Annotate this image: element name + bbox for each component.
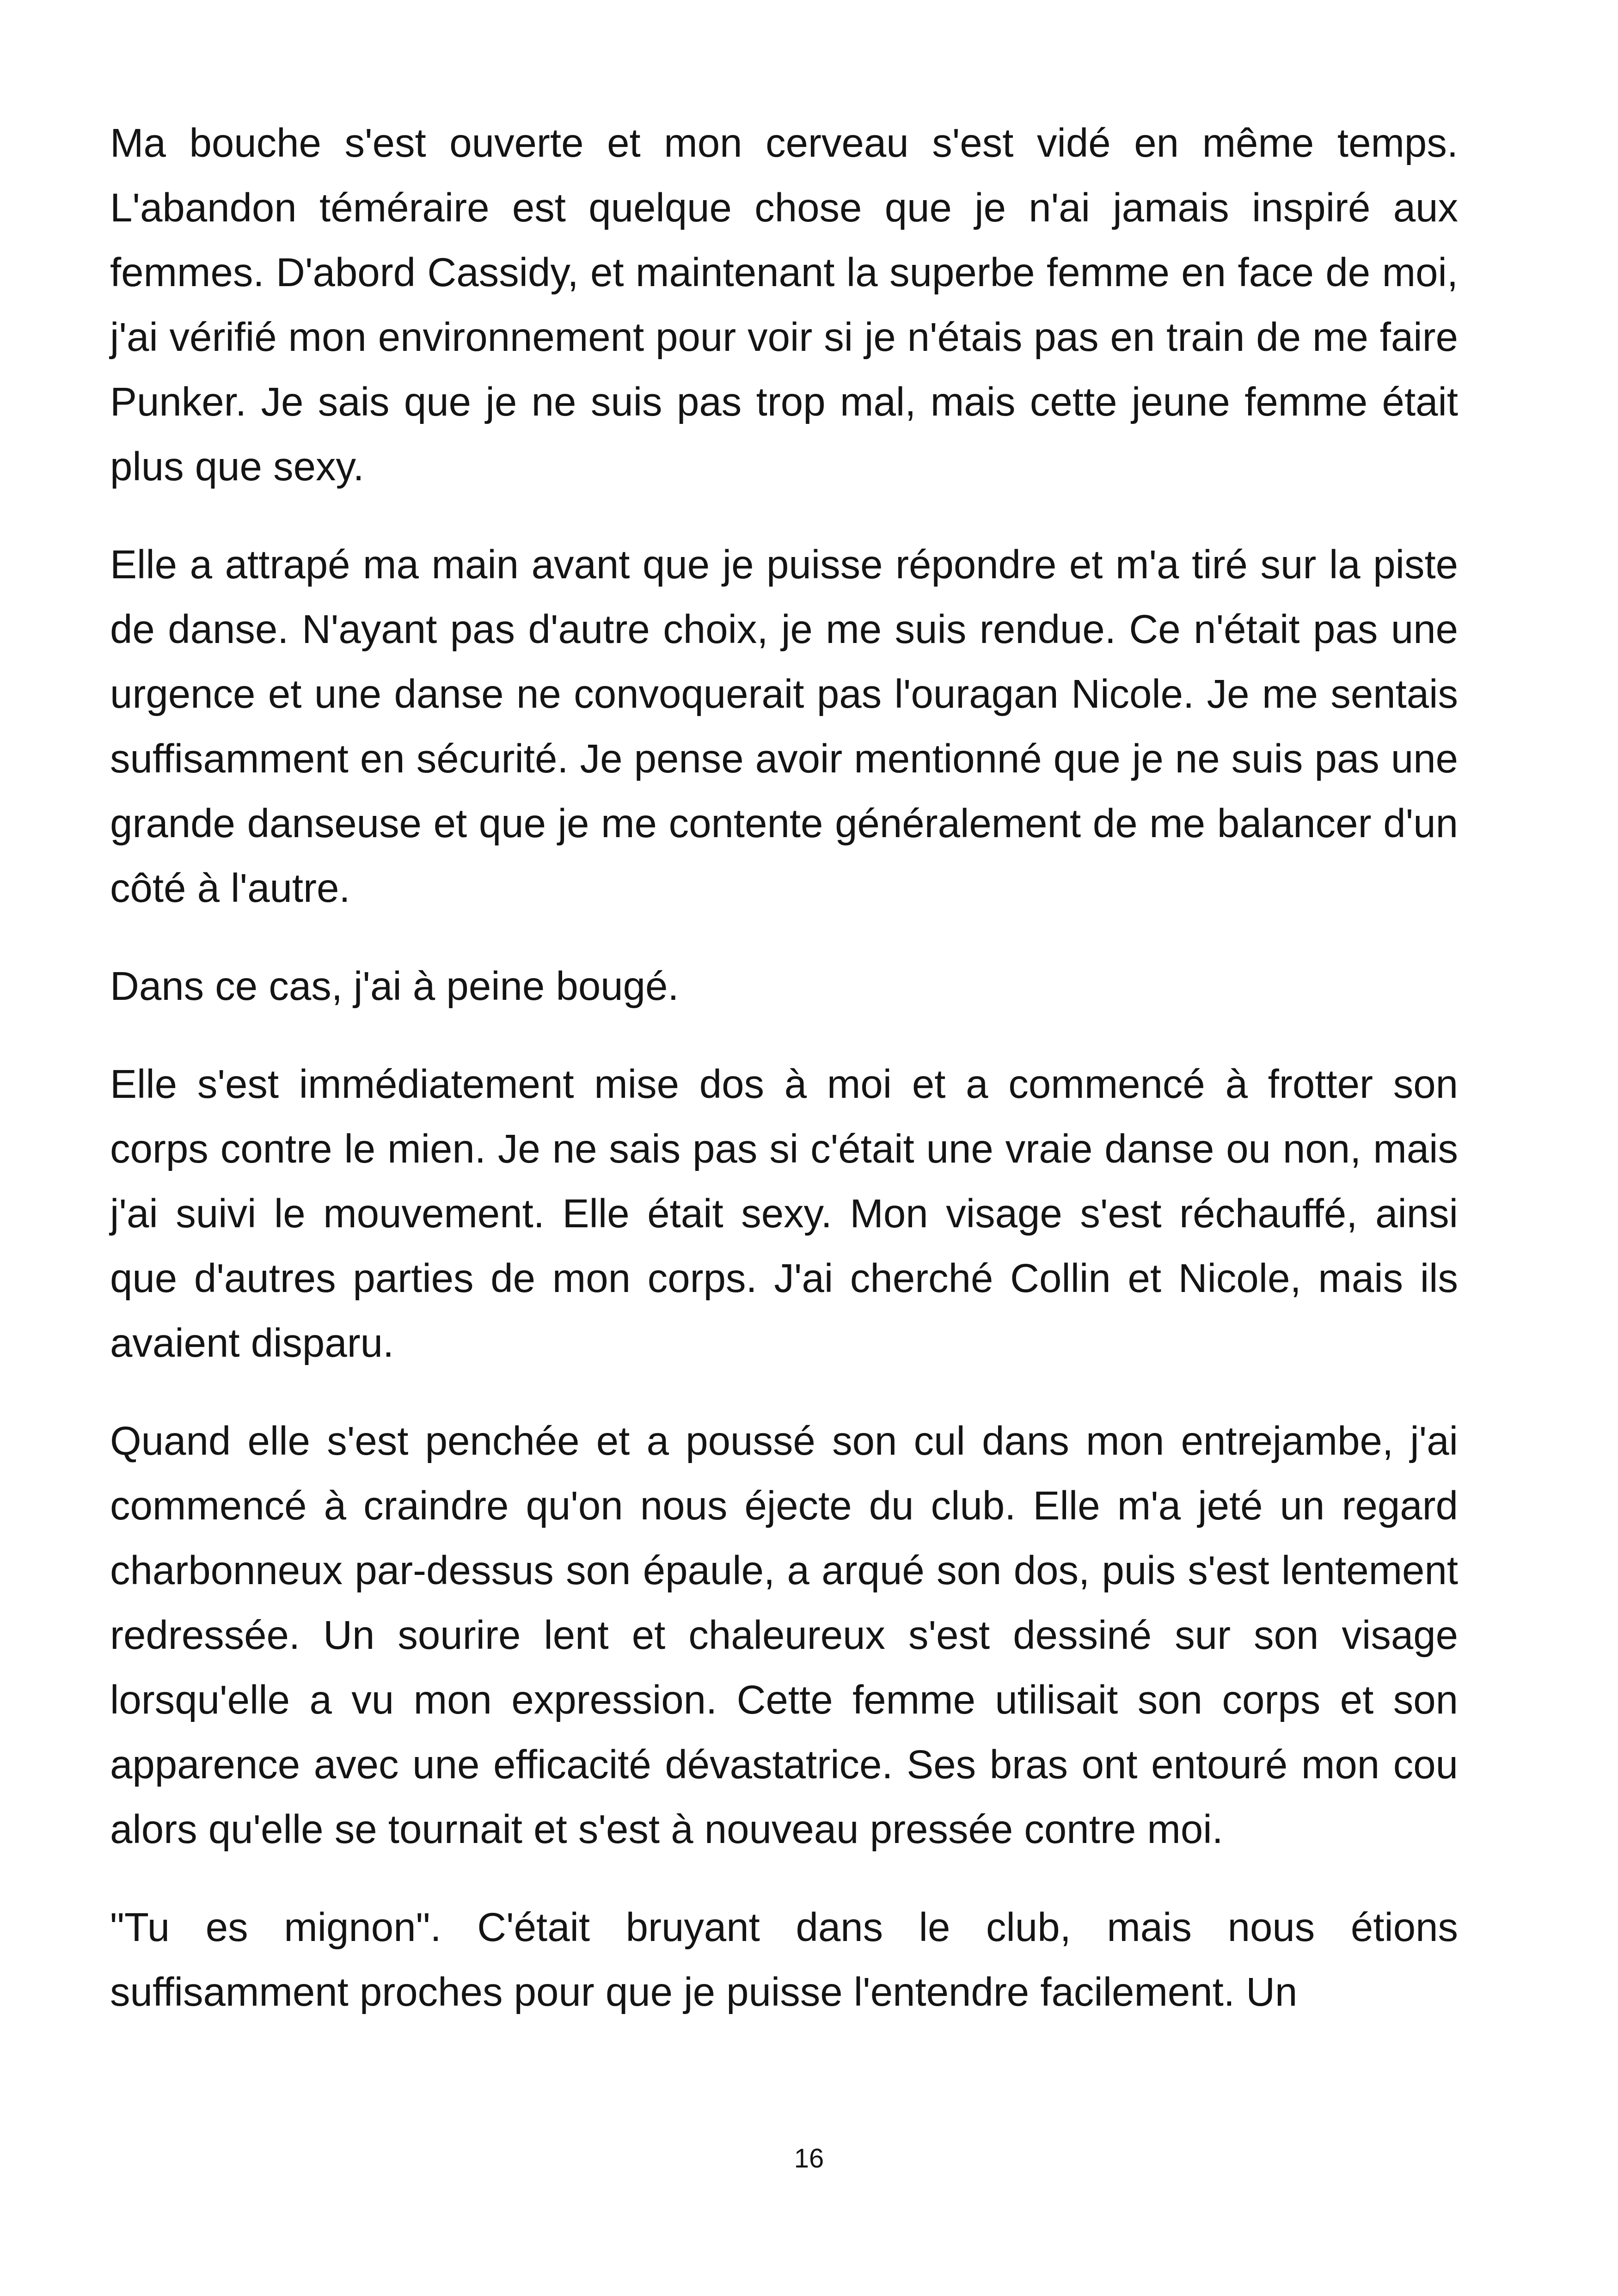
- paragraph-1: Ma bouche s'est ouverte et mon cerveau s'est vidé en même temps. L'abandon téméraire est quelque chose que je n'ai jamais inspiré aux femmes. D'abord Cassidy, et maintenant la superbe femme en face de moi, j'ai vérifié mon environnement pour voir si je n'étais pas en train de me faire Punker. Je sais que je ne suis pas trop mal, mais cette jeune femme était plus que sexy.: [110, 121, 1458, 489]
- paragraph-3: Dans ce cas, j'ai à peine bougé.: [110, 964, 679, 1009]
- paragraph-6: "Tu es mignon". C'était bruyant dans le club, mais nous étions suffisamment proches pour que je puisse l'entendre facilement. Un: [110, 1905, 1458, 2014]
- paragraph-4: Elle s'est immédiatement mise dos à moi et a commencé à frotter son corps contre le mien. Je ne sais pas si c'était une vraie danse ou non, mais j'ai suivi le mouvement. Elle était sexy. Mon visage s'est réchauffé, ainsi que d'autres parties de mon corps. J'ai cherché Collin et Nicole, mais ils avaient disparu.: [110, 1062, 1458, 1365]
- paragraph-2: Elle a attrapé ma main avant que je puisse répondre et m'a tiré sur la piste de danse. N'ayant pas d'autre choix, je me suis rendue. Ce n'était pas une urgence et une danse ne convoquerait pas l'ouragan Nicole. Je me sentais suffisamment en sécurité. Je pense avoir mentionné que je ne suis pas une grande danseuse et que je me contente généralement de me balancer d'un côté à l'autre.: [110, 542, 1458, 911]
- body-text: [110, 111, 1458, 2058]
- page-number: 16: [794, 2143, 824, 2174]
- paragraph-5: Quand elle s'est penchée et a poussé son cul dans mon entrejambe, j'ai commencé à craindre qu'on nous éjecte du club. Elle m'a jeté un regard charbonneux par-dessus son épaule, a arqué son dos, puis s'est lentement redressée. Un sourire lent et chaleureux s'est dessiné sur son visage lorsqu'elle a vu mon expression. Cette femme utilisait son corps et son apparence avec une efficacité dévastatrice. Ses bras ont entouré mon cou alors qu'elle se tournait et s'est à nouveau pressée contre moi.: [110, 1419, 1458, 1852]
